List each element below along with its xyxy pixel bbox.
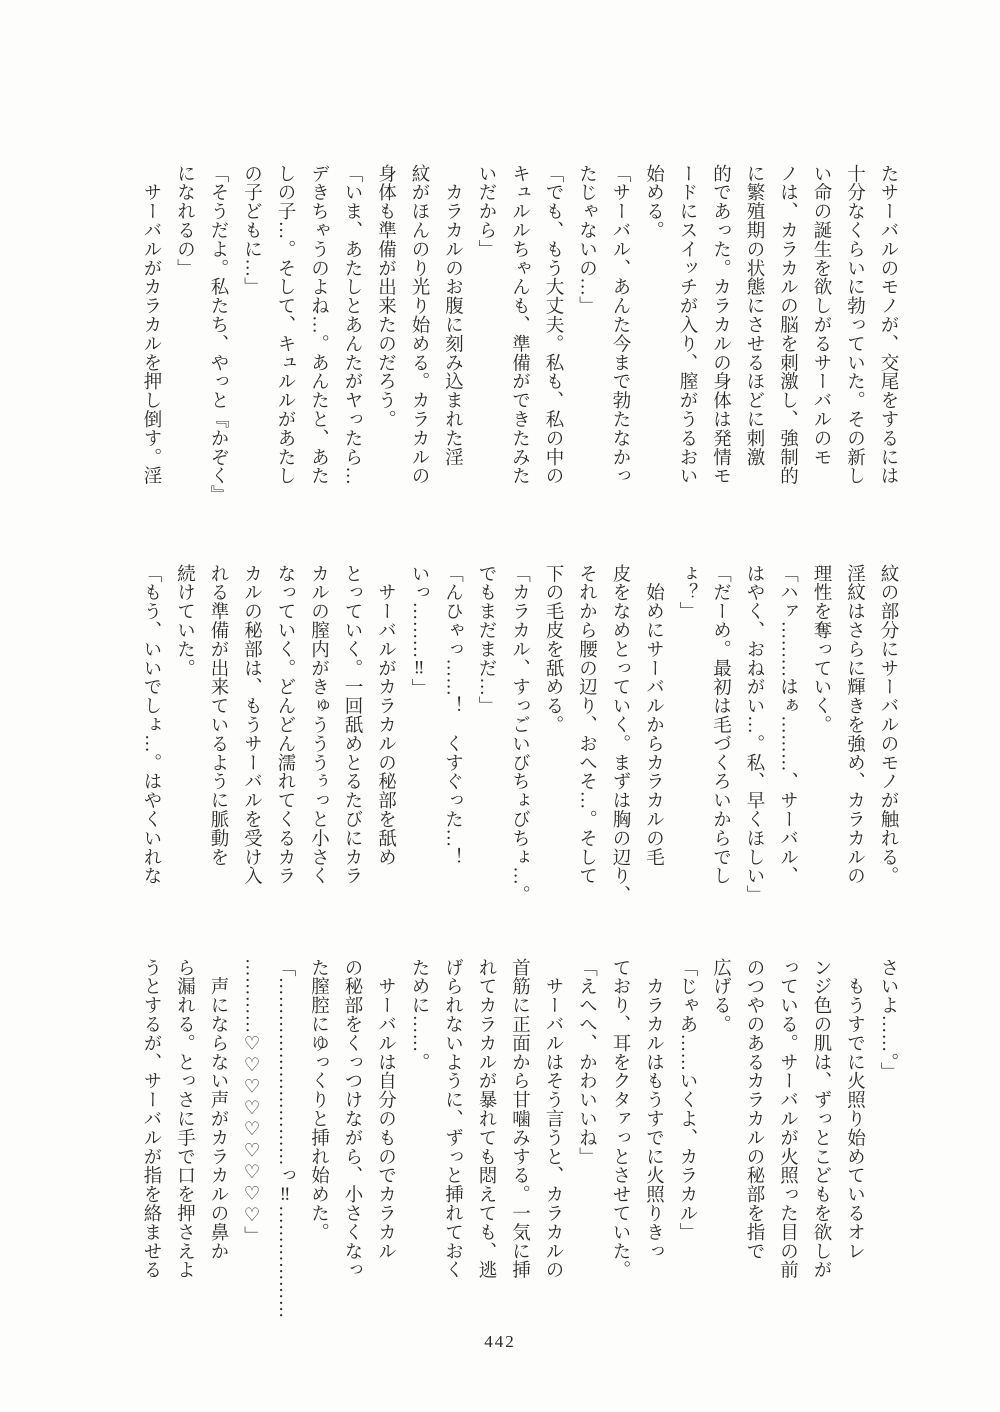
text-column: 「いま、あたしとあんたがヤったら… [342, 164, 362, 486]
text-column: デきちゃうのよね…。あんたと、あた [308, 164, 329, 486]
text-column: サーバルは自分のものでカラカル [375, 958, 396, 1261]
text-column: 始めにサーバルからカラカルの毛 [643, 564, 664, 867]
text-column: サーバルがカラカルの秘部を舐め [375, 564, 396, 867]
page-number: 442 [484, 1332, 516, 1351]
text-column: はやく、おねがい…。私、早くほしい」 [744, 564, 764, 905]
text-column: れてカラカルが暴れても悶えても、逃 [476, 958, 496, 1280]
text-column: のつやのあるカラカルの秘部を指で [744, 958, 764, 1261]
text-column: 皮をなめとっていく。まずは胸の辺り、 [610, 564, 630, 905]
text-column: キュルルちゃんも、準備ができたみた [509, 164, 530, 486]
text-column: ており、耳をクタァっとさせていた。 [610, 958, 630, 1280]
text-column: 「サーバル、あんた今まで勃たなかっ [610, 164, 630, 486]
text-column: 「そうだよ。私たち、やっと『かぞく』 [208, 164, 228, 505]
text-column: カラカルはもうすでに火照りきっ [643, 958, 664, 1261]
text-column: 「んひゃっ……！ くすぐった…！ [442, 564, 463, 867]
text-column: 的であった。カラカルの身体は発情モ [710, 164, 731, 486]
text-column: ノは、カラカルの脳を刺激し、強制的 [777, 164, 798, 486]
text-column: 始める。 [643, 164, 664, 240]
text-column: 広げる。 [710, 958, 731, 1034]
text-column: さいよ……。」 [878, 958, 898, 1082]
text-column: れる準備が出来ているように脈動を [208, 564, 228, 867]
text-column: 紋の部分にサーバルのモノが触れる。 [878, 564, 898, 886]
text-column: になれるの」 [174, 164, 195, 278]
text-column: 「カラカル、すっごいびちょびちょ…。 [509, 564, 530, 905]
text-column: もうすでに火照り始めているオレ [844, 958, 865, 1261]
text-column: 「でも、もう大丈夫。私も、私の中の [543, 164, 563, 486]
text-column: たサーバルのモノが、交尾をするには [878, 164, 898, 486]
text-column: 「もう、いいでしょ…。はやくいれな [141, 564, 161, 886]
text-column: カラカルのお腹に刻み込まれた淫 [442, 164, 463, 467]
text-band-top [128, 164, 904, 506]
text-column: ょ？」 [677, 564, 697, 621]
text-column: た膣腔にゆっくりと挿れ始めた。 [308, 958, 329, 1242]
text-column: 「えへへ、かわいいね」 [576, 958, 597, 1166]
text-column: の秘部をくっつけながら、小さくなっ [342, 958, 362, 1280]
text-column: の子どもに…」 [241, 164, 262, 297]
text-column: 首筋に正面から甘噛みする。一気に挿 [509, 958, 530, 1280]
text-column: いだから」 [476, 164, 496, 259]
text-column: い命の誕生を欲しがるサーバルのモ [811, 164, 831, 467]
text-column: 「ハァ………はぁ………、サーバル、 [777, 564, 798, 886]
text-column: 声にならない声がカラカルの鼻か [208, 958, 228, 1261]
text-column: 十分なくらいに勃っていた。その新し [844, 164, 865, 486]
text-column: しの子…。そして、キュルルがあたし [275, 164, 295, 486]
text-column: でもまだまだ…」 [476, 564, 496, 716]
text-column: 続けていた。 [174, 564, 195, 678]
text-column: 身体も準備が出来たのだろう。 [375, 164, 396, 429]
text-column: ードにスイッチが入り、膣がうるおい [677, 164, 697, 486]
text-column: っている。サーバルが火照った目の前 [777, 958, 798, 1280]
text-column: 下の毛皮を舐める。 [543, 564, 563, 735]
text-band-bottom [128, 958, 904, 1319]
text-column: カルの秘部は、もうサーバルを受け入 [241, 564, 262, 886]
text-column: …………♡♡♡♡♡♡♡♡♡」 [241, 958, 262, 1246]
text-column: ら漏れる。とっさに手で口を押さえよ [174, 958, 195, 1280]
text-column: 「だーめ。最初は毛づくろいからでし [710, 564, 731, 886]
text-column: サーバルはそう言うと、カラカルの [543, 958, 563, 1280]
text-column: 理性を奪っていく。 [811, 564, 831, 735]
text-column: 紋がほんのり光り始める。カラカルの [409, 164, 429, 486]
text-column: それから腰の辺り、おへそ…。そして [576, 564, 597, 886]
text-column: とっていく。一回舐めとるたびにカラ [342, 564, 362, 886]
text-column: げられないように、ずっと挿れておく [442, 958, 463, 1280]
text-column: たじゃないの…」 [576, 164, 597, 316]
text-column: カルの膣内がきゅうううぅっと小さく [308, 564, 329, 886]
text-band-middle [128, 564, 904, 906]
text-column: 「…………………………っ‼……………… [275, 958, 295, 1319]
text-column: 淫紋はさらに輝きを強め、カラカルの [844, 564, 865, 886]
text-column: なっていく。どんどん濡れてくるカラ [275, 564, 295, 886]
text-column: サーバルがカラカルを押し倒す。淫 [141, 164, 161, 486]
text-column: うとするが、サーバルが指を絡ませる [141, 958, 161, 1280]
text-column: ために……。 [409, 958, 429, 1072]
text-column: ンジ色の肌は、ずっとこどもを欲しが [811, 958, 831, 1280]
text-column: に繁殖期の状態にさせるほどに刺激 [744, 164, 764, 467]
text-column: いっ………‼」 [409, 564, 429, 698]
text-column: 「じゃあ……いくよ、カラカル」 [677, 958, 697, 1242]
